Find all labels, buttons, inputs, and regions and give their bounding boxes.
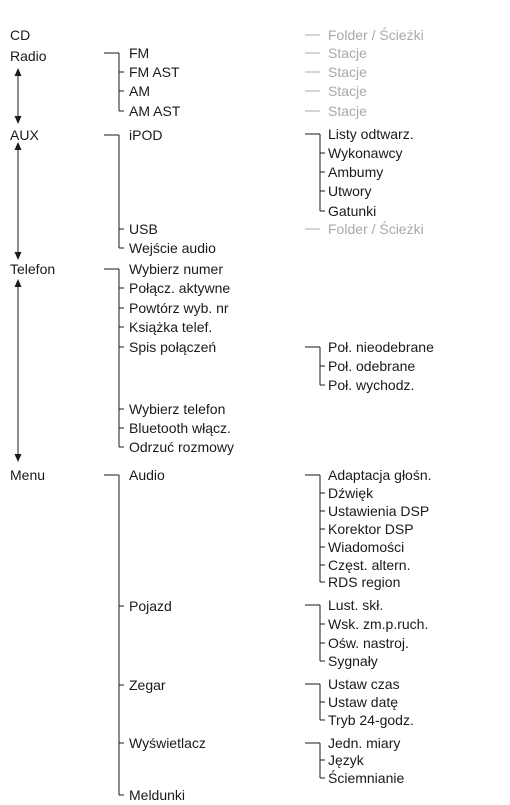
pojazd-sub-item: Wsk. zm.p.ruch. xyxy=(328,616,429,632)
cd-folder-tracks: Folder / Ścieżki xyxy=(328,27,424,43)
radio-fm-ast: FM AST xyxy=(129,64,180,80)
telefon-item: Wybierz numer xyxy=(129,261,224,277)
source-radio: Radio xyxy=(10,48,47,64)
source-cd: CD xyxy=(10,27,31,43)
pojazd-sub-item: Ośw. nastroj. xyxy=(328,635,409,651)
zegar-sub-item: Tryb 24-godz. xyxy=(328,712,414,728)
telefon-item: Spis połączeń xyxy=(129,339,217,355)
call-list-sub-item: Poł. odebrane xyxy=(328,358,416,374)
aux-ipod: iPOD xyxy=(129,127,163,143)
telefon-item: Książka telef. xyxy=(129,319,213,335)
audio-sub-item: Adaptacja głośn. xyxy=(328,467,432,483)
ipod-sub-item: Utwory xyxy=(328,183,372,199)
aux-audio-input: Wejście audio xyxy=(129,240,216,256)
audio-sub-item: Korektor DSP xyxy=(328,521,414,537)
menu-meldunki: Meldunki xyxy=(129,787,186,803)
radio-stations: Stacje xyxy=(328,45,367,61)
call-list-sub-item: Poł. nieodebrane xyxy=(328,339,434,355)
ipod-sub-item: Listy odtwarz. xyxy=(328,126,414,142)
radio-am-ast: AM AST xyxy=(129,103,181,119)
telefon-item: Wybierz telefon xyxy=(129,401,226,417)
audio-sub-item: Wiadomości xyxy=(328,539,405,555)
ipod-sub-item: Wykonawcy xyxy=(328,145,403,161)
source-menu: Menu xyxy=(10,467,46,483)
telefon-item: Bluetooth włącz. xyxy=(129,420,231,436)
aux-usb: USB xyxy=(129,221,158,237)
wyswietlacz-sub-item: Ściemnianie xyxy=(328,770,405,786)
radio-stations: Stacje xyxy=(328,103,367,119)
radio-stations: Stacje xyxy=(328,83,367,99)
radio-stations: Stacje xyxy=(328,64,367,80)
usb-folder-tracks: Folder / Ścieżki xyxy=(328,221,424,237)
source-aux: AUX xyxy=(10,127,39,143)
menu-wyswietlacz: Wyświetlacz xyxy=(129,735,206,751)
telefon-item: Połącz. aktywne xyxy=(129,280,231,296)
zegar-sub-item: Ustaw czas xyxy=(328,676,400,692)
wyswietlacz-sub-item: Jedn. miary xyxy=(328,735,401,751)
menu-zegar: Zegar xyxy=(129,677,166,693)
audio-sub-item: Dźwięk xyxy=(328,485,374,501)
menu-audio: Audio xyxy=(129,467,165,483)
wyswietlacz-sub-item: Język xyxy=(328,752,364,768)
audio-sub-item: Częst. altern. xyxy=(328,557,411,573)
telefon-item: Powtórz wyb. nr xyxy=(129,300,229,316)
radio-am: AM xyxy=(129,83,150,99)
radio-fm: FM xyxy=(129,45,150,61)
menu-pojazd: Pojazd xyxy=(129,598,172,614)
pojazd-sub-item: Lust. skł. xyxy=(328,597,384,613)
telefon-item: Odrzuć rozmowy xyxy=(129,439,235,455)
audio-sub-item: Ustawienia DSP xyxy=(328,503,430,519)
ipod-sub-item: Ambumy xyxy=(328,164,384,180)
zegar-sub-item: Ustaw datę xyxy=(328,694,399,710)
call-list-sub-item: Poł. wychodz. xyxy=(328,377,415,393)
source-telefon: Telefon xyxy=(10,261,56,277)
audio-sub-item: RDS region xyxy=(328,574,401,590)
pojazd-sub-item: Sygnały xyxy=(328,653,378,669)
ipod-sub-item: Gatunki xyxy=(328,203,377,219)
